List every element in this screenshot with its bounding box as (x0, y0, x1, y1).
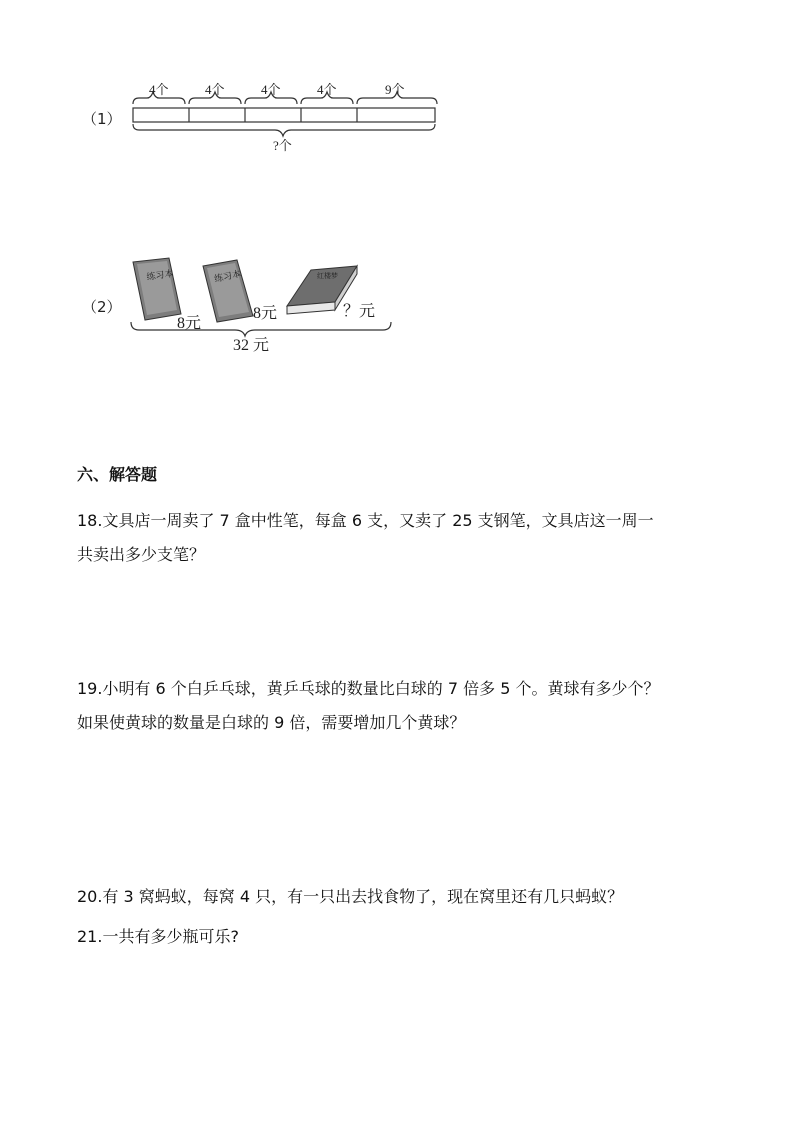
question-18-line-1: 18.文具店一周卖了 7 盒中性笔，每盒 6 支，又卖了 25 支钢笔，文具店这一周一 (77, 511, 654, 530)
segment-label-3: 4个 (261, 82, 281, 97)
price-label-1: 8元 (177, 315, 202, 332)
segment-label-5: 9个 (385, 82, 405, 97)
question-21 (77, 920, 239, 954)
segment-diagram (125, 78, 445, 158)
brace-bottom (131, 322, 391, 336)
segment-label-1: 4个 (149, 82, 169, 97)
book-title-3: 红楼梦 (317, 272, 338, 280)
exercise-book-icon (203, 260, 253, 322)
question-20-text: 20.有 3 窝蚂蚁，每窝 4 只，有一只出去找食物了，现在窝里还有几只蚂蚁？ (77, 887, 624, 906)
question-18 (77, 504, 654, 572)
segment-label-4: 4个 (317, 82, 337, 97)
question-19-line-1: 19.小明有 6 个白乒乓球，黄乒乓球的数量比白球的 7 倍多 5 个。黄球有多少个？ (77, 679, 660, 698)
section-title: 六、解答题 (77, 465, 158, 484)
figure1-label: （1） (82, 110, 122, 128)
question-19 (77, 672, 660, 740)
price-label-2: 8元 (253, 305, 278, 322)
total-price-label: 32 元 (233, 337, 270, 354)
question-20 (77, 880, 623, 914)
figure2-label: （2） (82, 298, 122, 316)
segment-bar (133, 108, 435, 122)
total-label: ?个 (273, 138, 292, 153)
question-18-line-2: 共卖出多少支笔？ (77, 545, 206, 564)
book-title-2: 练习本 (213, 268, 242, 284)
question-19-line-2: 如果使黄球的数量是白球的 9 倍，需要增加几个黄球？ (77, 713, 466, 732)
segment-label-2: 4个 (205, 82, 225, 97)
book-title-1: 练习本 (145, 268, 175, 282)
question-21-text: 21.一共有多少瓶可乐? (77, 927, 239, 946)
brace-bottom (133, 124, 435, 136)
price-label-3: ？元 (343, 303, 376, 320)
books-diagram (125, 252, 395, 357)
exercise-book-icon (133, 258, 181, 320)
